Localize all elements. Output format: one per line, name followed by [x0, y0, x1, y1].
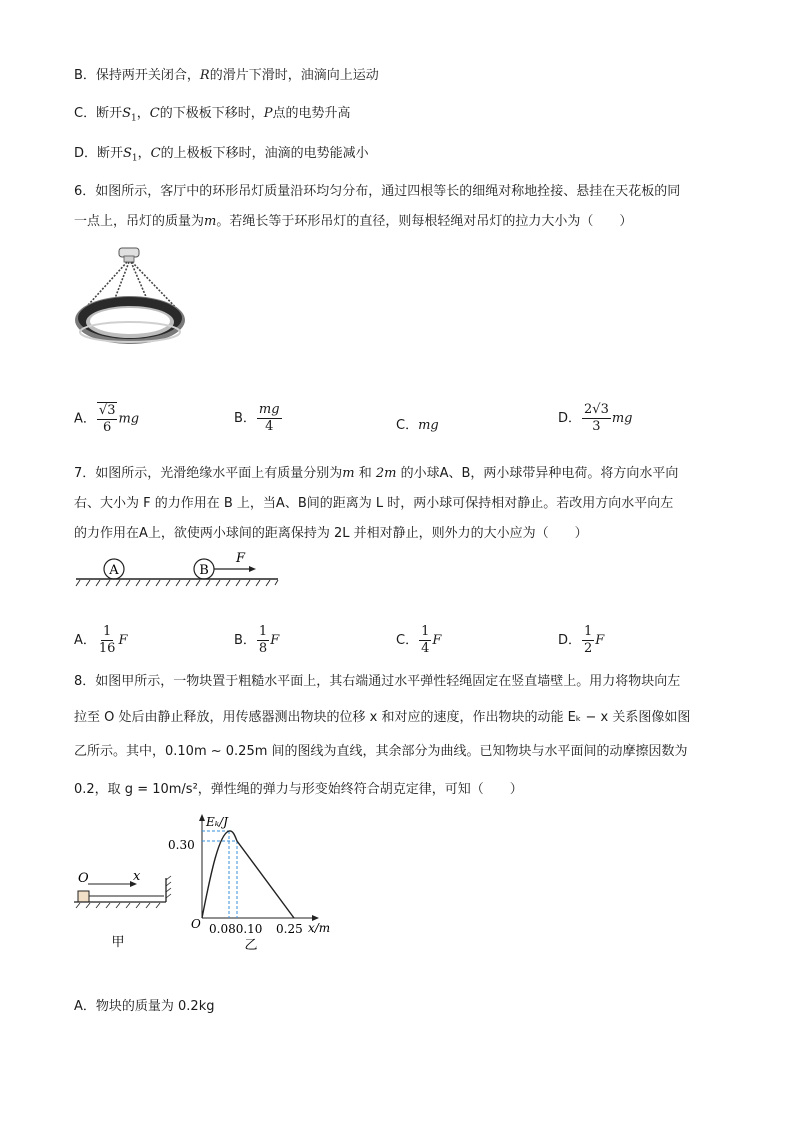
jia-origin-label: O: [78, 871, 89, 886]
q7-stem-line3: 的力作用在A上，欲使两小球间的距离保持为 2L 并相对静止，则外力的大小应为（ ）: [74, 526, 588, 541]
q6-stem-line2: 一点上，吊灯的质量为m。若绳长等于环形吊灯的直径，则每根轻绳对吊灯的拉力大小为（ ）: [74, 214, 633, 229]
q5-option-d: D．断开$S_1$，C的上极板下移时，油滴的电势能减小: [74, 146, 369, 164]
block: [78, 891, 89, 902]
q8-stem-line2: 拉至 O 处后由静止释放，用传感器测出物块的位移 x 和对应的速度，作出物块的动能 Eₖ − x 关系图像如图: [74, 710, 691, 725]
q7-option-c: C． $\frac{1}{4}$ F: [396, 624, 442, 656]
q6-stem-line1: 6．如图所示，客厅中的环形吊灯质量沿环均匀分布，通过四根等长的细绳对称地拴接、悬挂在天花板的同: [74, 184, 681, 199]
yi-caption: 乙: [244, 938, 258, 953]
q7-option-b: B． $\frac{1}{8}$ F: [234, 624, 280, 656]
y-tick-030: 0.30: [168, 838, 195, 852]
q8-stem-line3: 乙所示。其中，0.10m ~ 0.25m 间的图线为直线，其余部分为曲线。已知物块与水平面间的动摩擦因数为: [74, 744, 688, 759]
x-tick-025: 0.25: [276, 922, 303, 936]
x-axis-label: x/m: [308, 921, 331, 935]
ball-a-label: A: [109, 563, 119, 578]
q7-stem-line1: 7．如图所示，光滑绝缘水平面上有质量分别为m 和 2m 的小球A、B，两小球带异种电荷。将方向水平向: [74, 466, 679, 481]
q6-option-d: D． $\frac{2√3}{3}$ mg: [558, 402, 633, 434]
ball-b-label: B: [199, 563, 209, 578]
q8-figure-yi: [165, 812, 335, 957]
q8-stem-line4: 0.2，取 g = 10m/s²，弹性绳的弹力与形变始终符合胡克定律，可知（ ）: [74, 782, 523, 797]
q6-option-b: B． $\frac{mg}{4}$: [234, 402, 280, 434]
q7-stem-line2: 右、大小为 F 的力作用在 B 上，当A、B间的距离为 L 时，两小球可保持相对静止。若改用方向水平向左: [74, 496, 674, 511]
jia-axis-label: x: [133, 869, 141, 884]
graph-origin-label: O: [191, 917, 201, 931]
q5-option-c: C．断开$S_1$，C的下极板下移时，P点的电势升高: [74, 106, 351, 124]
q8-stem-line1: 8．如图甲所示，一物块置于粗糙水平面上，其右端通过水平弹性轻绳固定在竖直墙壁上。用力将物块向左: [74, 674, 681, 689]
q7-balls-figure: [74, 550, 280, 590]
q7-option-d: D． $\frac{1}{2}$ F: [558, 624, 605, 656]
chandelier-figure: [72, 246, 190, 356]
ek-curve: [202, 831, 294, 918]
x-tick-labels: 0.080.10: [209, 922, 263, 936]
q6-option-c: C．mg: [396, 418, 439, 433]
q8-option-a: A．物块的质量为 0.2kg: [74, 999, 215, 1014]
q5-option-b: B．保持两开关闭合，R的滑片下滑时，油滴向上运动: [74, 68, 379, 83]
q8-figure-jia: [70, 860, 175, 955]
y-axis-label: Eₖ/J: [206, 815, 228, 829]
q7-option-a: A． $\frac{1}{16}$ F: [74, 624, 128, 656]
force-label: F: [236, 551, 246, 566]
jia-caption: 甲: [111, 935, 125, 950]
q6-option-a: A． $\frac{√3}{6}$ mg: [74, 403, 140, 435]
